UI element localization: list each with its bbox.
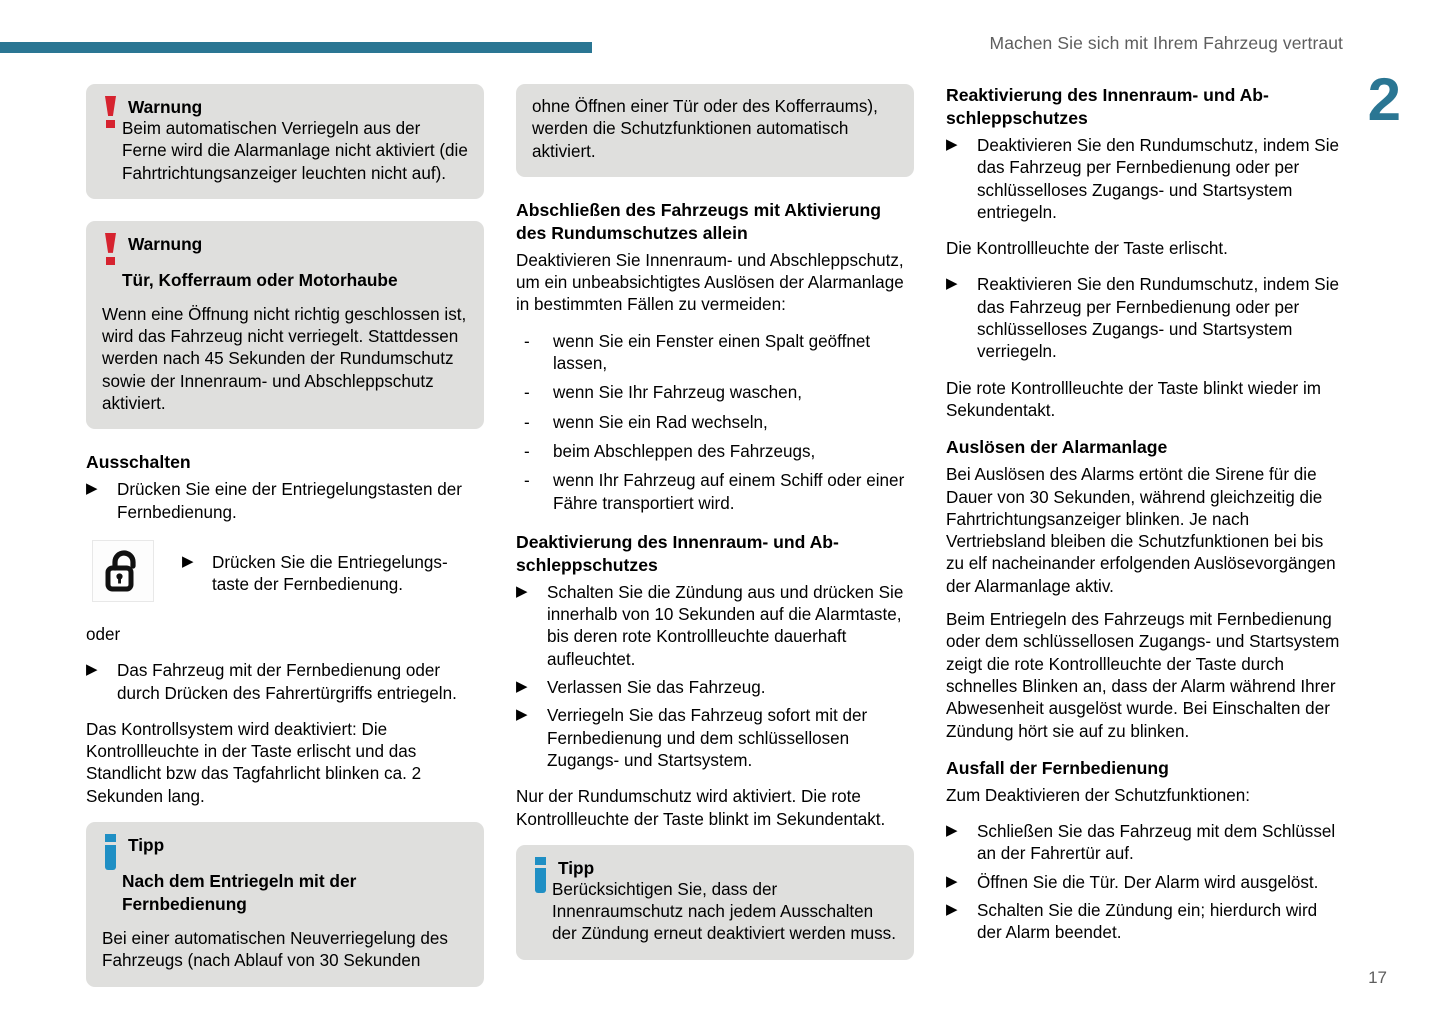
column-right: [946, 84, 1344, 974]
heading-reaktivierung: Reaktivierung des Innenraum- und Ab-schleppschutzes: [946, 85, 1269, 128]
page-number: 17: [1368, 968, 1387, 987]
arrow-marker-icon: ▶: [946, 275, 958, 293]
list-item: [946, 821, 1344, 866]
list-item: [946, 872, 1344, 894]
list-item-label: Schalten Sie die Zündung aus und drücken Sie innerhalb von 10 Sekunden auf die Alarmtaste, bis deren rote Kontrollleuchte dauerhaft aufleuchtet.: [547, 582, 904, 669]
oder-text: oder: [86, 624, 121, 644]
warning-title: Warnung: [128, 97, 203, 117]
chapter-number: 2: [1367, 66, 1401, 133]
column-middle: [516, 84, 914, 974]
list-item: [516, 582, 914, 671]
heading-ausschalten: Ausschalten: [86, 452, 191, 473]
list-item: [516, 441, 914, 463]
tip-text: Bei einer automatischen Neuverriegelung des Fahrzeugs (nach Ablauf von 30 Sekunden: [102, 929, 448, 971]
tip-title-row: [102, 834, 468, 856]
arrow-marker-icon: ▶: [86, 661, 98, 679]
list-item-label: Verriegeln Sie das Fahrzeug sofort mit der Fernbedienung und dem schlüssellosen Zugangs- und Startsystem.: [547, 706, 868, 770]
list-item: [86, 479, 484, 524]
header-accent-bar: [0, 42, 592, 53]
middle-paragraph-2: Nur der Rundumschutz wird aktiviert. Die rote Kontrollleuchte der Taste blinkt im Sekundentakt.: [516, 787, 886, 829]
list-item-label: Deaktivieren Sie den Rundumschutz, indem Sie das Fahrzeug per Fernbedienung oder per schlüsselloses Zugangs- und Startsystem entriegeln.: [977, 136, 1340, 222]
tip-title-row: [532, 857, 898, 879]
arrow-marker-icon: ▶: [946, 136, 958, 153]
tip-text: Berücksichtigen Sie, dass der Innenraumschutz nach jedem Ausschalten der Zündung erneut deaktiviert werden muss.: [552, 879, 896, 944]
arrow-list-right-2: [946, 274, 1344, 363]
page-header-title: Machen Sie sich mit Ihrem Fahrzeug vertraut: [989, 33, 1343, 53]
continuation-text: ohne Öffnen einer Tür oder des Kofferraums), werden die Schutzfunktionen automatisch aktiviert.: [532, 97, 878, 161]
heading-ausfall: Ausfall der Fernbedienung: [946, 757, 1169, 778]
arrow-marker-icon: ▶: [946, 822, 958, 840]
list-item: [516, 331, 914, 376]
list-item-label: wenn Ihr Fahrzeug auf einem Schiff oder einer Fähre transportiert wird.: [553, 471, 905, 513]
list-item-label: wenn Sie Ihr Fahrzeug waschen,: [553, 383, 802, 403]
padlock-step-row: [86, 540, 484, 602]
arrow-list-right-1: [946, 135, 1344, 224]
content-columns: [86, 84, 1354, 974]
heading-ausloesen: Auslösen der Alarmanlage: [946, 437, 1168, 458]
arrow-marker-icon: ▶: [516, 678, 528, 696]
arrow-marker-icon: ▶: [516, 706, 528, 724]
arrow-list-middle: [516, 582, 914, 772]
warning-subtitle: Tür, Kofferraum oder Motorhaube: [122, 269, 398, 290]
right-paragraph-2: Die rote Kontrollleuchte der Taste blinkt wieder im Sekundentakt.: [946, 378, 1321, 420]
arrow-list-right-3: [946, 821, 1344, 944]
list-item: [516, 470, 914, 515]
heading-deaktivierung: Deaktivierung des Innenraum- und Ab-schleppschutzes: [516, 531, 839, 575]
list-item: [946, 274, 1344, 363]
dash-marker-icon: -: [524, 471, 530, 491]
tip-title: Tipp: [558, 857, 595, 878]
arrow-marker-icon: ▶: [946, 901, 958, 919]
list-item: [946, 900, 1344, 945]
arrow-marker-icon: ▶: [516, 582, 528, 600]
tip-callout-1: [86, 822, 484, 987]
dash-marker-icon: -: [524, 383, 530, 403]
arrow-marker-icon: ▶: [182, 552, 194, 570]
warning-title: Warnung: [128, 233, 203, 254]
padlock-step-text-wrap: [182, 540, 484, 597]
list-item-label: Drücken Sie eine der Entriegelungstasten der Fernbedienung.: [117, 480, 462, 522]
padlock-step-text: Drücken Sie die Entriegelungs-taste der Fernbedienung.: [212, 552, 448, 595]
dash-marker-icon: -: [524, 331, 530, 351]
list-item-label: Verlassen Sie das Fahrzeug.: [547, 678, 766, 698]
list-item-label: Schließen Sie das Fahrzeug mit dem Schlüssel an der Fahrertür auf.: [977, 822, 1336, 864]
warning-callout-2: [86, 221, 484, 429]
arrow-marker-icon: ▶: [86, 480, 98, 498]
right-paragraph-1: Die Kontrollleuchte der Taste erlischt.: [946, 239, 1228, 259]
column-left: [86, 84, 484, 974]
list-item: [516, 705, 914, 772]
step-list-2: [86, 660, 484, 705]
list-item: [86, 660, 484, 705]
dash-marker-icon: -: [524, 412, 530, 432]
list-item: [516, 382, 914, 404]
list-item-label: wenn Sie ein Rad wechseln,: [553, 412, 768, 432]
info-tip-icon: [102, 834, 124, 856]
list-item-label: Das Fahrzeug mit der Fernbedienung oder durch Drücken des Fahrertürgriffs entriegeln.: [117, 661, 457, 703]
open-padlock-icon: [92, 540, 154, 602]
warning-text: Wenn eine Öffnung nicht richtig geschlossen ist, wird das Fahrzeug nicht verriegelt. Stattdessen werden nach 45 Sekunden der Rundumschutz sowie der Innenraum- und Abschleppschutz aktiviert.: [102, 304, 467, 414]
list-item-label: Reaktivieren Sie den Rundumschutz, indem Sie das Fahrzeug per Fernbedienung oder per schlüsselloses Zugangs- und Startsystem verriegeln.: [977, 275, 1340, 362]
continuation-callout: [516, 84, 914, 177]
right-paragraph-4: Beim Entriegeln des Fahrzeugs mit Fernbedienung oder dem schlüssellosen Zugangs- und Startsystem zeigt die rote Kontrollleuchte der Taste durch schnelles Blinken an, dass der Alarm während Ihrer Abwesenheit ausgelöst wurde. Bei Einschalten der Zündung hört sie auf zu blinken.: [946, 610, 1340, 741]
right-paragraph-3: Bei Auslösen des Alarms ertönt die Sirene für die Dauer von 30 Sekunden, während gleichzeitig die Fahrtrichtungsanzeiger blinken. Je nach Vertriebsland bleiben die Schutzfunktionen bei bis zu elf nacheinander erfolgenden Auslösevorgängen der Alarmanlage aktiv.: [946, 465, 1336, 596]
step-list-1: [86, 479, 484, 524]
warning-exclamation-icon: [102, 96, 124, 118]
list-item-label: wenn Sie ein Fenster einen Spalt geöffnet lassen,: [553, 331, 871, 374]
list-item-label: Schalten Sie die Zündung ein; hierdurch wird der Alarm beendet.: [977, 901, 1318, 943]
warning-text: Beim automatischen Verriegeln aus der Ferne wird die Alarmanlage nicht aktiviert (die Fahrtrichtungsanzeiger leuchten nicht auf).: [122, 119, 468, 183]
tip-subtitle: Nach dem Entriegeln mit der Fernbedienung: [122, 871, 357, 915]
heading-abschliessen: Abschließen des Fahrzeugs mit Aktivierung des Rundumschutzes allein: [516, 199, 881, 243]
left-paragraph-1: Das Kontrollsystem wird deaktiviert: Die Kontrollleuchte in der Taste erlischt und das Standlicht bzw das Tagfahrlicht blinken ca. 2 Sekunden lang.: [86, 719, 422, 806]
warning-callout-1: [86, 84, 484, 199]
right-paragraph-5: Zum Deaktivieren der Schutzfunktionen:: [946, 785, 1251, 805]
list-item: [516, 412, 914, 434]
warning-exclamation-icon: [102, 233, 124, 255]
dash-list: [516, 331, 914, 515]
list-item-label: Öffnen Sie die Tür. Der Alarm wird ausgelöst.: [977, 872, 1319, 892]
list-item: [946, 135, 1344, 224]
list-item: [516, 677, 914, 699]
tip-callout-middle: [516, 845, 914, 960]
list-item-label: beim Abschleppen des Fahrzeugs,: [553, 441, 816, 461]
info-tip-icon: [532, 857, 554, 879]
warning-title-row: [102, 233, 468, 255]
middle-paragraph-1: Deaktivieren Sie Innenraum- und Abschleppschutz, um ein unbeabsichtigtes Auslösen der Alarmanlage in bestimmten Fällen zu vermeiden:: [516, 250, 904, 315]
warning-title-row: [102, 96, 468, 118]
dash-marker-icon: -: [524, 441, 530, 461]
tip-title: Tipp: [128, 835, 165, 856]
arrow-marker-icon: ▶: [946, 872, 958, 890]
